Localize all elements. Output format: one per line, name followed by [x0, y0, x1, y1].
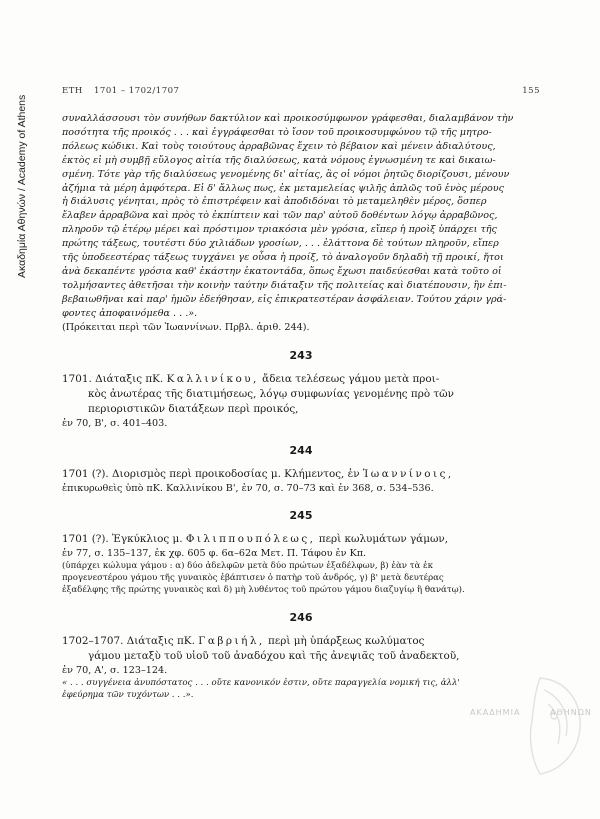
- watermark-word: ΑΚΑΔΗΜΙΑ: [470, 708, 521, 717]
- entry-number-244: 244: [289, 443, 313, 457]
- side-archive-label-text: Ακαδημία Αθηνών / Academy of Athens: [16, 94, 28, 278]
- entry-244: [62, 467, 540, 495]
- entry-title-pre: Διάταξις πΚ.: [126, 634, 195, 647]
- quote-line: ἐκτὸς εἰ μὴ συμβῇ εὔλογος αἰτία τῆς διαλύσεως, κατὰ νόμους ἐγνωσμένη τε καὶ δικαιω-: [62, 154, 496, 166]
- quote-line: τολμήσαντες ἀθετῆσαι τὴν κοινὴν ταύτην διάταξιν τῆς πολιτείας καὶ διατέπουσιν, ἣν ἐπι-: [62, 279, 507, 291]
- reference-note: (Πρόκειται περὶ τῶν Ἰωαννίνων. Πρβλ. ἀριθ. 244).: [62, 321, 310, 333]
- entry-spaced-name: Καλλινίκου,: [166, 372, 259, 385]
- entry-title-post: περὶ κωλυμάτων γάμων,: [318, 532, 449, 545]
- quote-line: ἡ διάλυσις γένηται, πρὸς τὸ ἐπιστρέφειν καὶ ἀποδιδόναι τὸ μεταμεληθὲν μέρος, ὅσπερ: [62, 196, 487, 208]
- entry-source: ἐν 70, Β', σ. 401–403.: [62, 417, 168, 429]
- entry-title-post: ἄδεια τελέσεως γάμου μετὰ προι-: [262, 372, 440, 385]
- entry-246: [62, 634, 540, 702]
- entry-source: ἐν 77, σ. 135–137, ἐκ χφ. 605 φ. 6α–62α Μετ. Π. Τάφου ἐν Κπ.: [62, 547, 367, 559]
- quote-line: πρώτης τάξεως, τουτέστι δύο χιλιάδων γροσίων, . . . ἐλάττονα δὲ τούτων πληροῦν, εἴπερ: [62, 238, 499, 250]
- entry-note-line: (ὑπάρχει κώλυμα γάμου : α) δύο ἀδελφῶν μετὰ δύο πρώτων ἐξαδέλφων, β) ἐὰν τὰ ἐκ: [62, 560, 434, 571]
- quote-line: πόλεως κώδικι. Καὶ τοὺς τοιούτους ἀρραβῶνας ἔχειν τὸ βέβαιον καὶ μένειν ἀδιαλύτους,: [62, 140, 496, 152]
- watermark-word: ΑΘΗΝΩΝ: [549, 708, 592, 717]
- academy-watermark: [470, 670, 600, 780]
- entry-title-pre: Ἐγκύκλιος μ.: [112, 532, 183, 545]
- header-running-title: ΕΤΗ: [62, 86, 83, 96]
- quoted-passage: [62, 112, 540, 321]
- entry-spaced-name: Φιλιππουπόλεως,: [185, 532, 316, 545]
- entry-spaced-name: Γαβριήλ,: [198, 634, 265, 647]
- entry-number-245: 245: [289, 508, 313, 522]
- header-left: [62, 86, 187, 96]
- page-number: 155: [522, 86, 540, 96]
- quote-line: ἔλαβεν ἀρραβῶνα καὶ πρὸς τὸ ἐκπίπτειν καὶ τῶν παρ' αὐτοῦ δοθέντων λόγῳ ἀρραβῶνος,: [62, 210, 498, 222]
- entry-quote-line: ἐφεύρημα τῶν τυχόντων . . .».: [62, 690, 194, 701]
- quote-line: τῆς ὑποδεεστέρας τάξεως τυγχάνει γε οὖσα ἡ προίξ, τὸ ἀναλογοῦν δηλαδὴ τῇ προικί, ἤτοι: [62, 252, 504, 264]
- quote-line: ἀζήμια τὰ μέρη ἀμφότερα. Εἰ δ' ἄλλως πως, ἐκ μεταμελείας ψιλῆς ἁπλῶς τοῦ ἑνὸς μέρους: [62, 182, 504, 194]
- watermark-text: [470, 708, 600, 717]
- entry-243: [62, 372, 540, 430]
- quote-line: σμένη. Τότε γὰρ τῆς διαλύσεως γενομένης δι' αἰτίας, ἃς οἱ νόμοι ῥητῶς διορίζουσι, μένουν: [62, 168, 510, 180]
- entry-245: [62, 532, 540, 597]
- entry-title-post: περὶ μὴ ὑπάρξεως κωλύματος: [268, 634, 425, 647]
- entry-source: ἐπικυρωθεὶς ὑπὸ πΚ. Καλλινίκου Β', ἐν 70, σ. 70–73 καὶ ἐν 368, σ. 534–536.: [62, 482, 434, 494]
- entry-year: 1701 (?).: [62, 532, 109, 545]
- quote-line: συναλλάσσουσι τὸν συνήθων δακτύλιον καὶ προικοσύμφωνον γράφεσθαι, διαλαμβάνον τὴν: [62, 113, 514, 124]
- entry-spaced-name: Ἰωαννίνοις,: [362, 467, 454, 480]
- entry-title-pre: Διάταξις πΚ.: [95, 372, 164, 385]
- quote-line: πληροῦν τῷ ἑτέρῳ μέρει καὶ πρόστιμον τριακόσια μὲν γρόσια, εἴπερ ἡ προὶξ ὑπάρχει τῆς: [62, 224, 497, 236]
- quote-line: ποσότητα τῆς προικός . . . καὶ ἐγγράφεσθαι τὸ ἴσον τοῦ προικοσυμφώνου τῷ τῆς μητρο-: [62, 126, 492, 138]
- side-archive-label: [14, 40, 32, 280]
- entry-note-line: ἐξαδέλφης τῆς πρώτης γυναικὸς καὶ δ) μὴ λυθέντος τοῦ πρώτου γάμου διαζυγίῳ ἢ θανάτῳ).: [62, 585, 465, 596]
- entry-title-continuation: περιοριστικῶν διατάξεων περὶ προικός,: [88, 402, 299, 415]
- entry-year: 1702–1707.: [62, 634, 124, 647]
- entry-number-246: 246: [289, 610, 313, 624]
- entry-quote-line: « . . . συγγένεια ἀνυπόστατος . . . οὔτε κανονικόν ἐστιν, οὔτε παραγγελία νομική τις, ἀλλ': [62, 677, 460, 688]
- header-years: 1701 – 1702/1707: [94, 86, 180, 96]
- running-header: [62, 86, 540, 96]
- entry-source: ἐν 70, Α', σ. 123–124.: [62, 664, 168, 676]
- entry-note-line: προγενεστέρου γάμου τῆς γυναικὸς ἐβάπτισεν ὁ πατὴρ τοῦ ἀνδρός, γ) β' μετὰ δευτέρας: [62, 573, 444, 583]
- entry-title-continuation: γάμου μεταξὺ τοῦ υἱοῦ τοῦ ἀναδόχου καὶ τῆς ἀνεψιᾶς τοῦ ἀναδεκτοῦ,: [88, 649, 460, 662]
- entry-number-243: 243: [289, 348, 313, 362]
- academy-emblem-icon: [470, 670, 600, 780]
- entry-year: 1701.: [62, 372, 92, 385]
- quote-line: βεβαιωθῆναι καὶ παρ' ἡμῶν ἐδεήθησαν, εἰς ἐπικρατεστέραν ἀσφάλειαν. Τούτου χάριν γρά-: [62, 293, 507, 305]
- entry-year: 1701 (?).: [62, 467, 109, 480]
- quote-line: φοντες ἀποφαινόμεθα . . .».: [62, 307, 198, 319]
- quote-line: ἀνὰ δεκαπέντε γρόσια καθ' ἑκάστην ἑκατοντάδα, ὅπως ἔχωσι παιδεύεσθαι κατὰ τοῦτο οἱ: [62, 265, 502, 277]
- entry-title-continuation: κὸς ἀνωτέρας τῆς διατιμήσεως, λόγῳ συμφωνίας γενομένης πρὸ τῶν: [88, 387, 454, 400]
- page-content: [62, 86, 540, 702]
- entry-title-pre: Διορισμὸς περὶ προικοδοσίας μ. Κλήμεντος, ἐν: [112, 467, 360, 480]
